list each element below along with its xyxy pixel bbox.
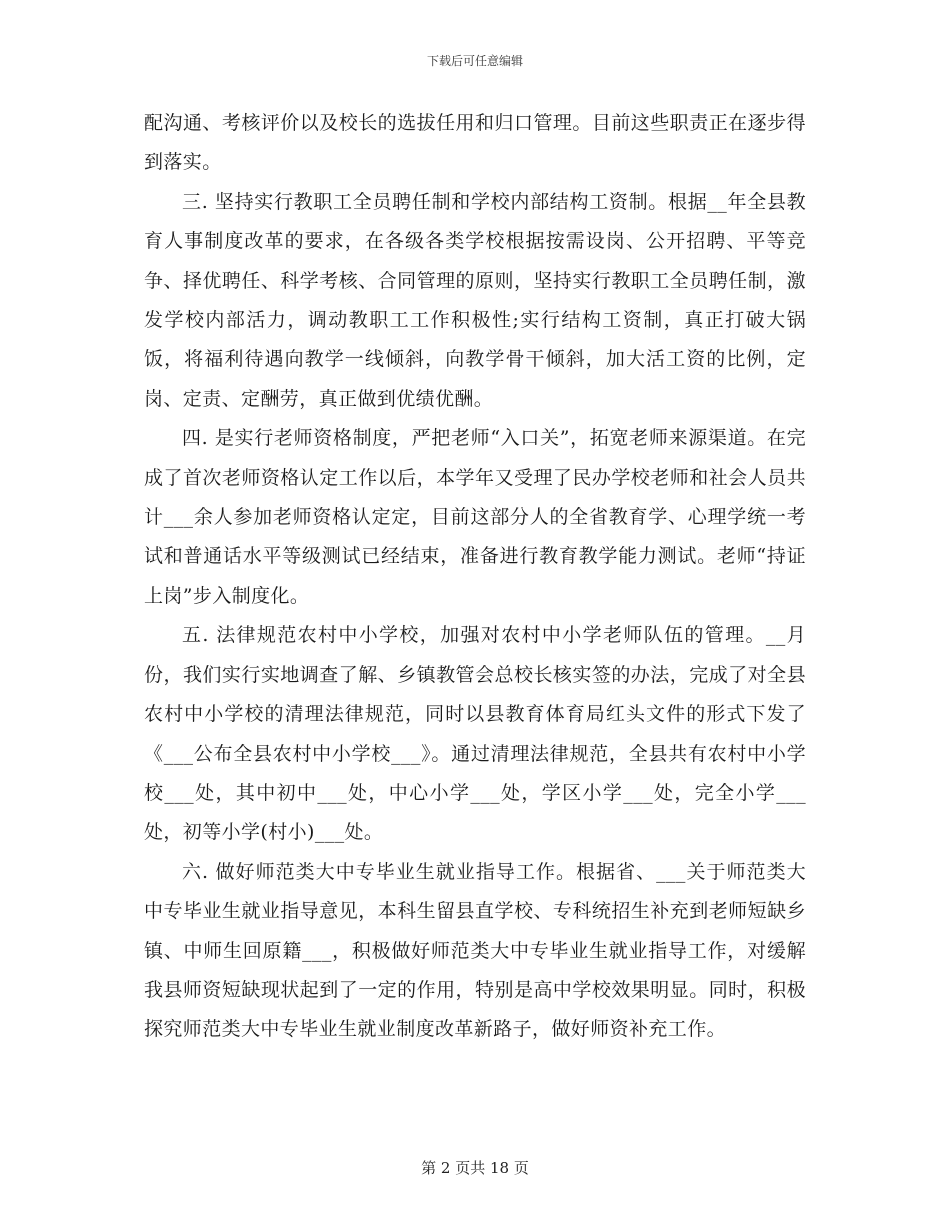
paragraph: 配沟通、考核评价以及校长的选拔任用和归口管理。目前这些职责正在逐步得到落实。 [144,112,806,174]
document-body [144,104,806,1050]
paragraph: 六. 做好师范类大中专毕业生就业指导工作。根据省、___关于师范类大中专毕业生就业指导意见，本科生留县直学校、专科统招生补充到老师短缺乡镇、中师生回原籍___，积极做好师范类大中专毕业生就业指导工作，对缓解我县师资短缺现状起到了一定的作用，特别是高中学校效果明显。同时，积极探究师范类大中专毕业生就业制度改革新路子，做好师资补充工作。 [144,860,806,1041]
page-header: 下载后可任意编辑 [426,54,523,68]
paragraph: 四. 是实行老师资格制度，严把老师“入口关”，拓宽老师来源渠道。在完成了首次老师资格认定工作以后，本学年又受理了民办学校老师和社会人员共计___余人参加老师资格认定定，目前这部分人的全省教育学、心理学统一考试和普通话水平等级测试已经结束，准备进行教育教学能力测试。老师“持证上岗”步入制度化。 [144,427,806,607]
paragraph: 三. 坚持实行教职工全员聘任制和学校内部结构工资制。根据__年全县教育人事制度改革的要求，在各级各类学校根据按需设岗、公开招聘、平等竞争、择优聘任、科学考核、合同管理的原则，坚持实行教职工全员聘任制，激发学校内部活力，调动教职工工作积极性;实行结构工资制，真正打破大锅饭，将福利待遇向教学一线倾斜，向教学骨干倾斜，加大活工资的比例，定岗、定责、定酬劳，真正做到优绩优酬。 [144,190,806,410]
paragraph: 五. 法律规范农村中小学校，加强对农村中小学老师队伍的管理。__月份，我们实行实地调查了解、乡镇教管会总校长核实签的办法，完成了对全县农村中小学校的清理法律规范，同时以县教育体育局红头文件的形式下发了《___公布全县农村中小学校___》。通过清理法律规范，全县共有农村中小学校___处，其中初中___处，中心小学___处，学区小学___处，完全小学___处，初等小学(村小)___处。 [144,624,806,844]
page-footer: 第 2 页共 18 页 [421,1159,529,1177]
